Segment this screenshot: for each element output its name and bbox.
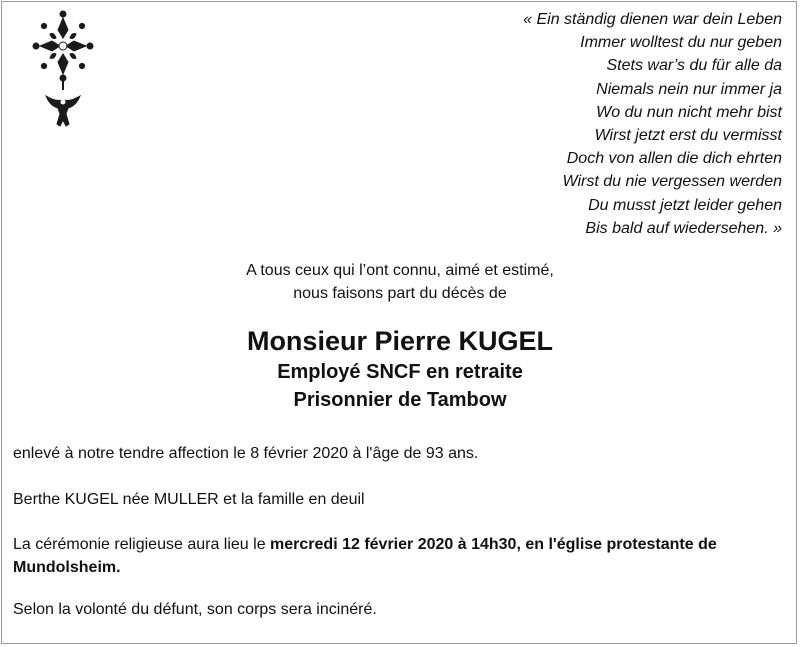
poem-line: Immer wolltest du nur geben bbox=[580, 34, 782, 52]
ceremony-prefix: La cérémonie religieuse aura lieu le bbox=[13, 536, 271, 553]
deceased-name: Monsieur Pierre KUGEL bbox=[246, 326, 554, 356]
poem-line: Wo du nun nicht mehr bist bbox=[596, 103, 782, 121]
poem-line: Niemals nein nur immer ja bbox=[596, 80, 782, 98]
intro-line: A tous ceux qui l’ont connu, aimé et estimé, bbox=[246, 262, 554, 279]
announcement-intro bbox=[2, 259, 797, 305]
poem-line: Wirst jetzt erst du vermisst bbox=[594, 127, 782, 145]
poem-line: Bis bald auf wiedersehen. » bbox=[585, 219, 782, 237]
deceased-block bbox=[2, 324, 797, 414]
death-notice: enlevé à notre tendre affection le 8 février 2020 à l'âge de 93 ans. bbox=[13, 445, 479, 462]
poem bbox=[523, 8, 782, 240]
intro-line: nous faisons part du décès de bbox=[293, 285, 507, 302]
deceased-note: Prisonnier de Tambow bbox=[293, 389, 507, 411]
cremation-line: Selon la volonté du défunt, son corps sera incinéré. bbox=[13, 601, 377, 618]
huguenot-cross-icon bbox=[30, 8, 96, 136]
ceremony-details: mercredi 12 février 2020 à 14h30, en l'église protestante de Mundolsheim. bbox=[13, 536, 717, 576]
obituary-notice bbox=[1, 1, 797, 644]
poem-line: Wirst du nie vergessen werden bbox=[562, 173, 782, 191]
family-line: Berthe KUGEL née MULLER et la famille en deuil bbox=[13, 491, 365, 508]
poem-line: Stets war’s du für alle da bbox=[606, 57, 782, 75]
poem-line: Du musst jetzt leider gehen bbox=[588, 196, 782, 214]
poem-line: « Ein ständig dienen war dein Leben bbox=[523, 11, 782, 28]
deceased-occupation: Employé SNCF en retraite bbox=[277, 361, 523, 383]
poem-line: Doch von allen die dich ehrten bbox=[566, 150, 782, 168]
ceremony-paragraph bbox=[13, 533, 766, 579]
